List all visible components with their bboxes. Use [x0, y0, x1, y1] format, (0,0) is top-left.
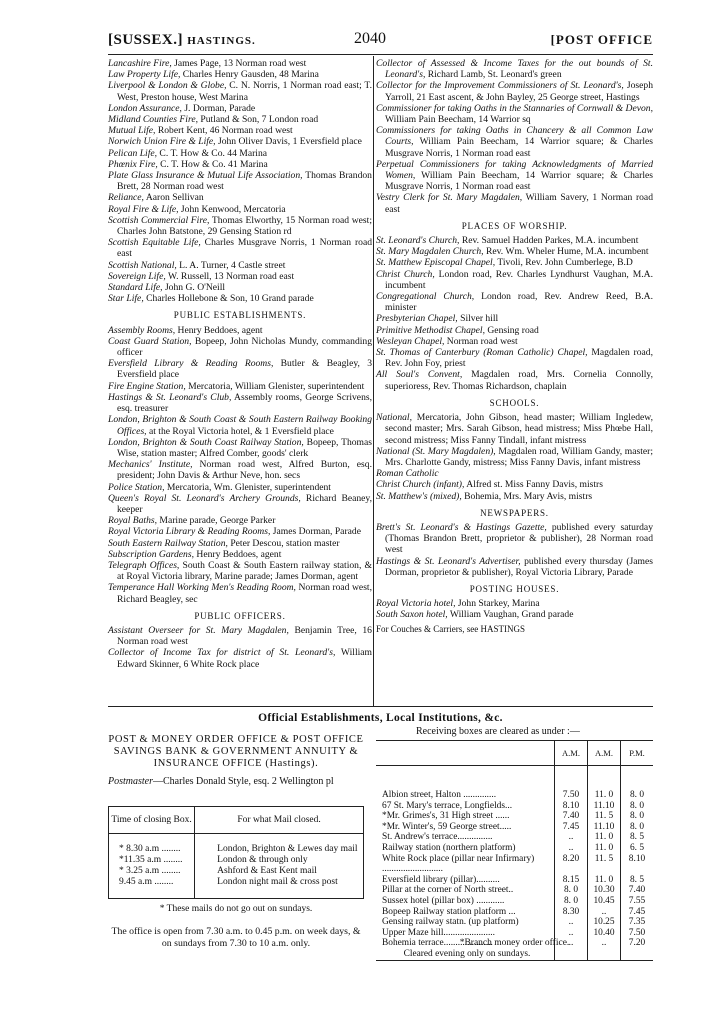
- table-cell: Railway station (northern platform): [382, 842, 516, 853]
- list-item: Commissioner for taking Oaths in the Stannaries of Cornwall & Devon, William Pain Beecham, 14 Warrior sq: [376, 102, 653, 126]
- list-item: Eversfield Library & Reading Rooms, Butler & Beagley, 3 Eversfield place: [108, 358, 372, 381]
- insurance-list: [108, 58, 372, 304]
- table-cell: 11. 0: [588, 843, 621, 854]
- list-item: Phœnix Fire, C. T. How & Co. 41 Marina: [108, 158, 268, 170]
- left-column: [108, 58, 372, 670]
- table-cell: 7.45: [621, 907, 654, 918]
- list-item: Norwich Union Fire & Life, John Oliver Davis, 1 Eversfield place: [108, 136, 362, 148]
- table-cell: 7.55: [621, 896, 654, 907]
- table-cell: 7.40: [555, 811, 588, 822]
- table-row: [376, 907, 653, 918]
- list-item: Scottish National, L. A. Turner, 4 Castle street: [108, 259, 286, 271]
- table-cell: Bohemia terrace.....................: [382, 938, 493, 949]
- worship-list: [376, 235, 653, 392]
- table-cell: 8.20: [555, 854, 588, 875]
- table-cell: Albion street, Halton ..............: [382, 790, 497, 800]
- list-item: Royal Victoria hotel, John Starkey, Marina: [376, 598, 540, 610]
- list-item: Subscription Gardens, Henry Beddoes, agent: [108, 548, 282, 560]
- table-header: Time of closing Box.: [109, 807, 195, 834]
- list-item: London, Brighton & South Coast Railway Station, Bopeep, Thomas Wise, station master; Alfred Comber, goods' clerk: [108, 436, 372, 459]
- table-cell: Cleared evening only on sundays.: [403, 948, 531, 959]
- table-row: [376, 928, 653, 939]
- table-cell: 10.45: [588, 896, 621, 907]
- table-cell: ..: [555, 843, 588, 854]
- table-header: A.M.: [588, 741, 621, 766]
- table-row: [376, 822, 653, 833]
- list-item: Collector for the Improvement Commissioners of St. Leonard's, Joseph Yarroll, 21 East ascent, & John Bayley, 25 George street, Hastings: [376, 80, 653, 103]
- table-cell: 7.20: [621, 938, 654, 949]
- header-rule: [108, 54, 653, 55]
- table-cell: Ashford & East Kent mail: [195, 866, 364, 877]
- table-cell: 8.10: [555, 801, 588, 812]
- table-cell: ..: [555, 928, 588, 939]
- table-cell: London night mail & cross post: [195, 877, 364, 899]
- table-row: [376, 832, 653, 843]
- list-item: Scottish Commercial Fire, Thomas Elworthy, 15 Norman road west; Charles John Batstone, 29 Gensing Station rd: [108, 214, 372, 238]
- table-cell: ..: [555, 938, 588, 949]
- public-officers-list: [108, 625, 372, 670]
- list-item: Lancashire Fire, James Page, 13 Norman road west: [108, 58, 307, 69]
- table-cell: 8. 5: [621, 875, 654, 886]
- table-row: [376, 843, 653, 854]
- table-cell: 10.40: [588, 928, 621, 939]
- office-hours: The office is open from 7.30 a.m. to 0.45 p.m. on week days, & on sundays from 7.30 to 10 a.m. only.: [111, 926, 361, 949]
- table-row: [376, 875, 653, 886]
- table-cell: 11. 5: [588, 854, 621, 875]
- table-cell: 8.10: [621, 854, 654, 875]
- public-establishments-title: PUBLIC ESTABLISHMENTS.: [173, 310, 307, 321]
- list-item: London, Brighton & South Coast & South Eastern Railway Booking Offices, at the Royal Victoria hotel, & 1 Eversfield place: [108, 414, 372, 437]
- list-item: Reliance, Aaron Sellivan: [108, 192, 204, 204]
- table-cell: *11.35 a.m ........: [119, 855, 183, 865]
- table-cell: 8. 5: [621, 832, 654, 843]
- list-item: Star Life, Charles Hollebone & Son, 10 Grand parade: [108, 293, 314, 305]
- table-cell: * 8.30 a.m ........: [119, 844, 181, 854]
- section-rule: [108, 706, 653, 707]
- mail-closing-table: [108, 806, 364, 899]
- table-cell: Upper Maze hill......................: [382, 927, 495, 938]
- table-cell: 9.45 a.m ........: [119, 877, 174, 887]
- couches-note: For Couches & Carriers, see HASTINGS: [376, 623, 525, 634]
- table-cell: Eversfield library (pillar)..........: [382, 874, 500, 885]
- list-item: Royal Baths, Marine parade, George Parker: [108, 515, 276, 527]
- table-header: P.M.: [621, 741, 654, 766]
- table-cell: London & through only: [195, 855, 364, 866]
- list-item: South Saxon hotel, William Vaughan, Grand parade: [376, 609, 574, 621]
- list-item: Temperance Hall Working Men's Reading Room, Norman road west, Richard Beagley, sec: [108, 582, 372, 605]
- table-row: [376, 766, 653, 801]
- table-cell: ..: [555, 917, 588, 928]
- header-section: [POST OFFICE: [550, 32, 653, 47]
- table-cell: 8. 0: [621, 811, 654, 822]
- list-item: National (St. Mary Magdalen), Magdalen road, William Gandy, master; Mrs. Charlotte Gandy, mistress; Miss Fanny Davis, infant mistress: [376, 445, 653, 468]
- list-item: Royal Victoria Library & Reading Rooms, James Dorman, Parade: [108, 526, 361, 538]
- table-cell: 11. 0: [588, 832, 621, 843]
- posting-houses-title: POSTING HOUSES.: [469, 583, 560, 594]
- table-cell: Pillar at the corner of North street..: [382, 885, 514, 896]
- list-item: Scottish Equitable Life, Charles Musgrave Norris, 1 Norman road east: [108, 237, 372, 260]
- list-item: Coast Guard Station, Bopeep, John Nicholas Mundy, commanding officer: [108, 335, 373, 359]
- newspapers-list: [376, 522, 653, 578]
- table-cell: 7.45: [555, 822, 588, 833]
- list-item: Congregational Church, London road, Rev. Andrew Reed, B.A. minister: [376, 291, 653, 314]
- table-row: [376, 896, 653, 907]
- table-cell: ..: [588, 907, 621, 918]
- receiving-boxes-table: [376, 740, 653, 961]
- table-row: [109, 855, 364, 866]
- schools-title: SCHOOLS.: [489, 397, 540, 408]
- list-item: National, Mercatoria, John Gibson, head master; William Ingledew, second master; Mrs. Sarah Gibson, head mistress; Miss Phœbe Hall, second mistress; Miss Fanny Tindall, infant mistress: [376, 412, 653, 446]
- table-row: [376, 801, 653, 812]
- table-cell: [555, 949, 588, 960]
- table-row: [109, 834, 364, 856]
- branch-note: *Branch money order office.: [459, 938, 570, 948]
- list-item: South Eastern Railway Station, Peter Descou, station master: [108, 537, 340, 549]
- list-item: Mechanics' Institute, Norman road west, Alfred Burton, esq. president; John Davis & Arthur Neve, hon. secs: [108, 459, 372, 482]
- table-cell: 8. 0: [621, 822, 654, 833]
- list-item: St. Leonard's Church, Rev. Samuel Hadden Parkes, M.A. incumbent: [376, 235, 639, 247]
- list-item: Perpetual Commissioners for taking Acknowledgments of Married Women, William Pain Beecham, 14 Warrior square; & Charles Musgrave Norris, 1 Norman road east: [376, 158, 653, 193]
- table-cell: 8.30: [555, 907, 588, 918]
- table-row: [376, 917, 653, 928]
- list-item: Collector of Assessed & Income Taxes for the out bounds of St. Leonard's, Richard Lamb, St. Leonard's green: [376, 58, 653, 81]
- list-item: Mutual Life, Robert Kent, 46 Norman road west: [108, 125, 293, 137]
- table-cell: 10.30: [588, 885, 621, 896]
- table-row: [376, 811, 653, 822]
- table-row: [376, 854, 653, 875]
- list-item: Pelican Life, C. T. How & Co. 44 Marina: [108, 147, 267, 159]
- table-cell: 11.10: [588, 822, 621, 833]
- header-county: [SUSSEX.] HASTINGS.: [108, 32, 256, 48]
- right-column: [376, 58, 653, 635]
- table-cell: *Mr. Winter's, 59 George street.....: [382, 821, 512, 832]
- list-item: Wesleyan Chapel, Norman road west: [376, 335, 518, 347]
- posting-houses-list: [376, 598, 653, 620]
- table-cell: 7.50: [621, 928, 654, 939]
- list-item: St. Matthew's (mixed), Bohemia, Mrs. Mary Avis, mistrs: [376, 490, 593, 502]
- list-item: Liverpool & London & Globe, C. N. Norris, 1 Norman road east; T. West, Preston house, West Marina: [108, 80, 372, 103]
- list-item: Assembly Rooms, Henry Beddoes, agent: [108, 324, 263, 336]
- table-cell: White Rock place (pillar near Infirmary) ..........................: [382, 853, 535, 875]
- list-item: Fire Engine Station, Mercatoria, William Glenister, superintendent: [108, 380, 365, 392]
- table-cell: [588, 949, 621, 960]
- table-cell: 11. 5: [588, 811, 621, 822]
- table-cell: 6. 5: [621, 843, 654, 854]
- list-item: Brett's St. Leonard's & Hastings Gazette, published every saturday (Thomas Brandon Brett, proprietor & publisher), 28 Norman road west: [376, 521, 653, 556]
- table-cell: *Mr. Grimes's, 31 High street ......: [382, 811, 510, 822]
- list-item: St. Matthew Episcopal Chapel, Tivoli, Rev. John Cumberlege, B.D: [376, 257, 633, 269]
- table-cell: 8. 0: [555, 885, 588, 896]
- list-item: Presbyterian Chapel, Silver hill: [376, 313, 499, 325]
- list-item: Christ Church, London road, Rev. Charles Lyndhurst Vaughan, M.A. incumbent: [376, 268, 653, 291]
- table-cell: 67 St. Mary's terrace, Longfields...: [382, 800, 513, 811]
- postmaster-line: Postmaster—Charles Donald Style, esq. 2 Wellington pl: [108, 776, 334, 787]
- table-cell: Sussex hotel (pillar box) ............: [382, 895, 505, 906]
- table-cell: 8.15: [555, 875, 588, 886]
- public-establishments-list: [108, 325, 372, 605]
- table-header: A.M.: [555, 741, 588, 766]
- table-cell: 11. 0: [588, 766, 621, 801]
- table-cell: 11. 0: [588, 875, 621, 886]
- table-cell: St. Andrew's terrace...............: [382, 832, 493, 843]
- list-item: Telegraph Offices, South Coast & South Eastern railway station, & at Royal Victoria library, Marine parade; James Dorman, agent: [108, 559, 373, 583]
- public-officers-title: PUBLIC OFFICERS.: [194, 610, 286, 621]
- list-item: All Soul's Convent, Magdalen road, Mrs. Cornelia Connolly, superioress, Rev. Thomas Richardson, chaplain: [376, 369, 653, 392]
- table-header: For what Mail closed.: [195, 807, 364, 834]
- table-cell: ..: [555, 832, 588, 843]
- list-item: Roman Catholic: [376, 468, 439, 480]
- table-header: [376, 741, 555, 766]
- list-item: Hastings & St. Leonard's Advertiser, published every thursday (James Dorman, proprietor & publisher), Royal Victoria Library, Parade: [376, 555, 653, 578]
- list-item: Plate Glass Insurance & Mutual Life Association, Thomas Brandon Brett, 28 Norman road west: [108, 170, 372, 193]
- table-cell: 11.10: [588, 801, 621, 812]
- table-cell: 7.40: [621, 885, 654, 896]
- table-cell: London, Brighton & Lewes day mail: [195, 834, 364, 856]
- collectors-list: [376, 58, 653, 215]
- newspapers-title: NEWSPAPERS.: [480, 507, 549, 518]
- table-cell: ..: [588, 938, 621, 949]
- list-item: Hastings & St. Leonard's Club, Assembly rooms, George Scrivens, esq. treasurer: [108, 391, 372, 415]
- table-cell: Bopeep Railway station platform ...: [382, 906, 516, 917]
- worship-title: PLACES OF WORSHIP.: [461, 220, 568, 231]
- table-cell: * 3.25 a.m ........: [119, 866, 181, 876]
- list-item: Queen's Royal St. Leonard's Archery Grounds, Richard Beaney, keeper: [108, 492, 372, 515]
- list-item: Police Station, Mercatoria, Wm. Glenister, superintendent: [108, 481, 331, 493]
- list-item: Collector of Income Tax for district of St. Leonard's, William Edward Skinner, 6 White Rock place: [108, 647, 372, 670]
- page-number: 2040: [354, 30, 386, 47]
- schools-list: [376, 412, 653, 502]
- running-header: [108, 32, 653, 52]
- table-row: [376, 885, 653, 896]
- table-row: [109, 866, 364, 877]
- list-item: Vestry Clerk for St. Mary Magdalen, William Savery, 1 Norman road east: [376, 192, 653, 215]
- list-item: Christ Church (infant), Alfred st. Miss Fanny Davis, mistrs: [376, 479, 603, 491]
- table-cell: 7.50: [555, 766, 588, 801]
- official-title: Official Establishments, Local Institutions, &c.: [258, 712, 503, 724]
- list-item: Standard Life, John G. O'Neill: [108, 282, 226, 294]
- table-row: [376, 949, 653, 960]
- list-item: Midland Counties Fire, Putland & Son, 7 London road: [108, 114, 319, 126]
- list-item: London Assurance, J. Dorman, Parade: [108, 102, 256, 114]
- table-cell: 10.25: [588, 917, 621, 928]
- sunday-note: * These mails do not go out on sundays.: [159, 904, 313, 914]
- table-cell: Gensing railway statn. (up platform): [382, 917, 519, 928]
- table-cell: 8. 0: [555, 896, 588, 907]
- table-cell: 7.35: [621, 917, 654, 928]
- table-cell: [621, 949, 654, 960]
- list-item: St. Mary Magdalen Church, Rev. Wm. Wheler Hume, M.A. incumbent: [376, 246, 649, 258]
- table-row: [109, 877, 364, 899]
- post-office-heading: POST & MONEY ORDER OFFICE & POST OFFICE SAVINGS BANK & GOVERNMENT ANNUITY & INSURANCE OFFICE (Hastings).: [108, 734, 364, 769]
- list-item: Sovereign Life, W. Russell, 13 Norman road east: [108, 270, 295, 282]
- list-item: Commissioners for taking Oaths in Chancery & all Common Law Courts, William Pain Beecham, 14 Warrior square; & Charles Musgrave Norris, 1 Norman road east: [376, 125, 653, 159]
- post-office-block: [108, 734, 364, 788]
- list-item: Assistant Overseer for St. Mary Magdalen, Benjamin Tree, 16 Norman road west: [108, 624, 372, 648]
- column-divider: [373, 56, 374, 706]
- table-cell: 8. 0: [621, 801, 654, 812]
- list-item: Primitive Methodist Chapel, Gensing road: [376, 324, 539, 336]
- list-item: Royal Fire & Life, John Kenwood, Mercatoria: [108, 203, 286, 215]
- list-item: St. Thomas of Canterbury (Roman Catholic) Chapel, Magdalen road, Rev. John Foy, priest: [376, 347, 653, 370]
- list-item: Law Property Life, Charles Henry Gausden, 48 Marina: [108, 69, 319, 81]
- table-cell: 8. 0: [621, 766, 654, 801]
- receiving-boxes-heading: Receiving boxes are cleared as under :—: [416, 726, 580, 737]
